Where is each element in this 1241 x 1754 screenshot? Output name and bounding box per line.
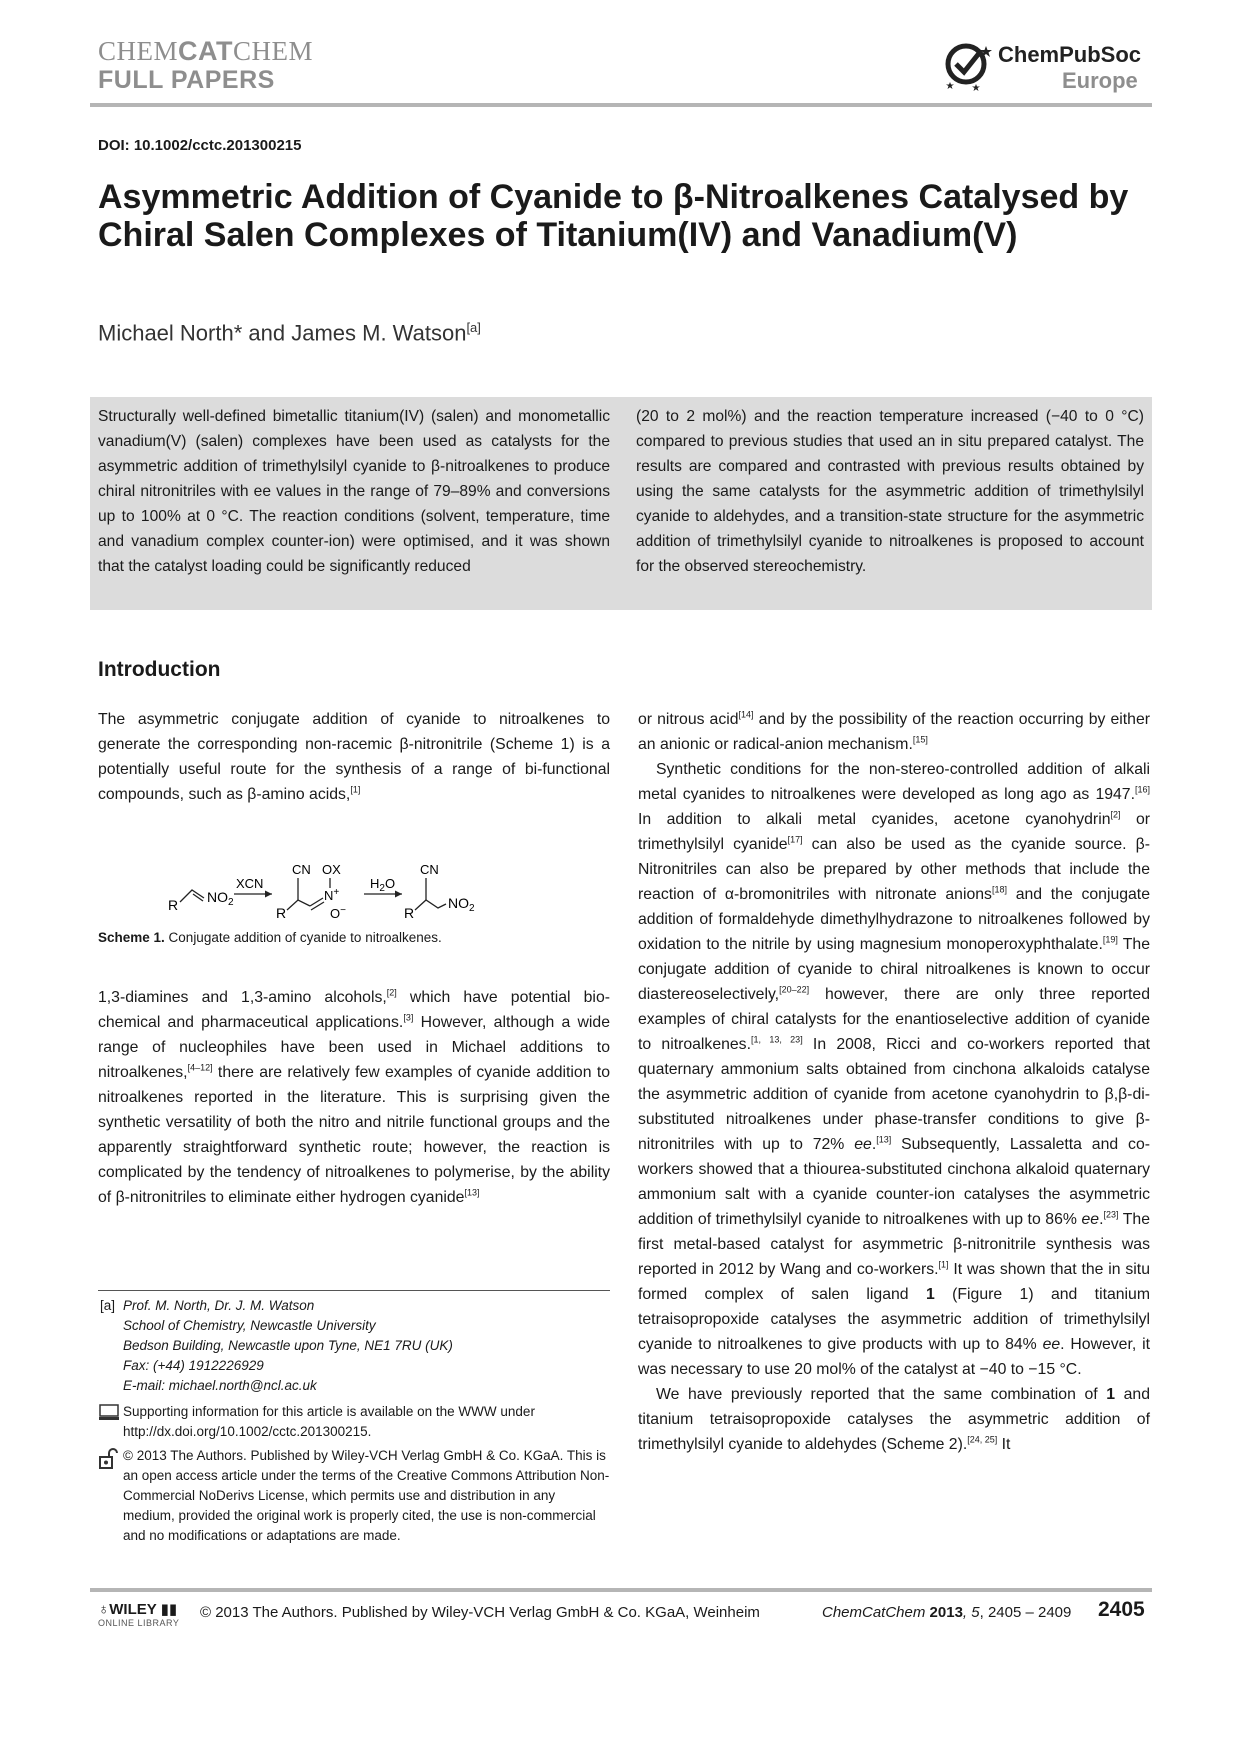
abstract-right-column: (20 to 2 mol%) and the reaction temperature increased (−40 to 0 °C) compared to previous studies that used an in situ prepared catalyst. The results are compared and contrasted with previous results obtained by using the same catalysts for the asymmetric addition of trimethylsilyl cyanide to aldehydes, and a transition-state structure for the asymmetric addition of trimethylsilyl cyanide to nitroalkenes is proposed to account for the observed stereochemistry. (636, 408, 1144, 575)
intro-paragraph-1: The asymmetric conjugate addition of cyanide to nitroalkenes to generate the corresponding non-racemic β-nitronitrile (Scheme 1) is a potentially useful route for the synthesis of a range of bi-functional compounds, such as β-amino acids,[1] (98, 711, 610, 803)
scheme-double-bond-2 (310, 898, 323, 906)
scheme-reagent-xcn: XCN (236, 876, 264, 891)
journal-title-prefix: CHEM (98, 36, 179, 66)
wiley-emblem-icon: ♁ (98, 1601, 110, 1618)
abstract-box (90, 397, 1152, 610)
author-names: Michael North* and James M. Watson (98, 320, 467, 346)
abstract-left-column: Structurally well-defined bimetallic titanium(IV) (salen) and monometallic vanadium(V) (salen) complexes have been used as catalysts for the asymmetric addition of trimethylsilyl cyanide to β-nitroalkenes to produce chiral nitronitriles with ee values in the range of 79–89% and conversions up to 100% at 0 °C. The reaction conditions (solvent, temperature, time and vanadium complex counter-ion) were optimised, and it was shown that the catalyst loading could be significantly reduced (98, 408, 610, 575)
scheme-double-bond-3 (311, 902, 324, 910)
intro-paragraph-5: We have previously reported that the same combination of 1 and titanium tetraisopropoxide catalyses the asymmetric addition of trimethylsilyl cyanide to aldehydes (Scheme 2).[24, 25] It (638, 1386, 1150, 1453)
journal-title-bold: CAT (178, 36, 234, 66)
scheme-arrowhead-1 (265, 891, 272, 898)
scheme-r-1: R (168, 897, 179, 913)
publisher-emblem-icon (942, 38, 996, 92)
wiley-logo: ♁WILEY ▮▮ (98, 1601, 178, 1618)
journal-title (98, 36, 313, 67)
intro-paragraph-4: Synthetic conditions for the non-stereo-controlled addition of alkali metal cyanides to nitroalkenes were developed as long ago as 1947.[16] In addition to alkali metal cyanides, acetone cyanohydrin[2] or trimethylsilyl cyanide[17] can also be used as the cyanide source. β-Nitronitriles can also be prepared by other methods that include the reaction of α-bromonitriles with nitronate anions[18] and the conjugate addition of formaldehyde dimethylhydrazone to nitroalkenes followed by oxidation to the nitrile by using magnesium monoperoxyphthalate.[19] The conjugate addition of cyanide to chiral nitroalkenes is known to occur diastereoselectively,[20–22] however, there are only three reported examples of chiral catalysts for the enantioselective addition of cyanide to nitroalkenes.[1, 13, 23] In 2008, Ricci and co-workers reported that quaternary ammonium salts obtained from cinchona alkaloids catalyse the asymmetric addition of cyanide from acetone cyanohydrin to β,β-di-substituted nitroalkenes under phase-transfer conditions to give β-nitronitriles with up to 72% ee.[13] Subsequently, Lassaletta and co-workers showed that a thiourea-substituted cinchona alkaloid quaternary ammonium salt with a cyanide counter-ion catalyses the asymmetric addition of trimethylsilyl cyanide to nitroalkenes with up to 86% ee.[23] The first metal-based catalyst for asymmetric β-nitronitrile synthesis was reported in 2012 by Wang and co-workers.[1] It was shown that the in situ formed complex of salen ligand 1 (Figure 1) and titanium tetraisopropoxide catalyses the asymmetric addition of trimethylsilyl cyanide to nitroalkenes to give products with up to 84% ee. However, it was necessary to use 20 mol% of the catalyst at −40 to −15 °C. (638, 761, 1151, 1378)
scheme-1-diagram (160, 848, 560, 926)
header-rule (90, 103, 1152, 107)
scheme-no2-1: $NO_2$ (207, 889, 234, 908)
scheme-reagent-h2o: $H_2O$ (370, 876, 396, 894)
affiliation-mark: [a] (466, 320, 481, 335)
scheme-cn-2: CN (420, 862, 439, 877)
author-list (98, 320, 481, 346)
article-title: Asymmetric Addition of Cyanide to β-Nitroalkenes Catalysed by Chiral Salen Complexes of Titanium(IV) and Vanadium(V) (98, 178, 1129, 254)
supporting-info-link[interactable]: http://dx.doi.org/10.1002/cctc.201300215. (123, 1424, 372, 1439)
scheme-r-3: R (404, 905, 415, 921)
scheme-caption: Scheme 1. Conjugate addition of cyanide to nitroalkenes. (98, 930, 442, 945)
book-icon: ▮▮ (156, 1601, 178, 1618)
footer-rule (90, 1588, 1152, 1592)
open-lock-icon (98, 1448, 118, 1470)
footnote-rule (98, 1290, 610, 1291)
scheme-r-2: R (276, 905, 287, 921)
scheme-bond-2 (287, 900, 310, 910)
publisher-region: Europe (1062, 68, 1138, 93)
page-number: 2405 (1098, 1598, 1145, 1621)
computer-icon (98, 1404, 120, 1422)
doi: DOI: 10.1002/cctc.201300215 (98, 137, 302, 154)
scheme-bond-3 (415, 900, 446, 910)
footer-copyright: © 2013 The Authors. Published by Wiley-VCH Verlag GmbH & Co. KGaA, Weinheim (200, 1604, 760, 1621)
scheme-cn-1: CN (292, 862, 311, 877)
scheme-arrowhead-2 (395, 891, 402, 898)
intro-right-column (638, 707, 1150, 1457)
intro-paragraph-3: or nitrous acid[14] and by the possibility of the reaction occurring by either an anionic or radical-anion mechanism.[15] (638, 709, 1151, 753)
journal-title-suffix: CHEM (233, 36, 314, 66)
scheme-n-plus: N+ (324, 887, 340, 903)
scheme-bond-1 (180, 890, 204, 902)
introduction-heading: Introduction (98, 658, 221, 681)
scheme-no2-2: $NO_2$ (448, 895, 475, 914)
email-link[interactable]: E-mail: michael.north@ncl.ac.uk (123, 1378, 317, 1393)
section-label: FULL PAPERS (98, 66, 275, 94)
publisher-name: ChemPubSoc (998, 42, 1142, 67)
scheme-ox: OX (322, 862, 341, 877)
footer-citation: ChemCatChem 2013, 5, 2405 – 2409 (822, 1604, 1072, 1621)
wiley-subtitle: ONLINE LIBRARY (98, 1618, 180, 1628)
scheme-double-bond-1 (193, 894, 203, 901)
scheme-o-minus: O− (330, 905, 346, 921)
publisher-logo (942, 38, 1152, 94)
citation-ref: [1] (350, 784, 361, 795)
intro-paragraph-2: 1,3-diamines and 1,3-amino alcohols,[2] which have potential bio-chemical and pharmaceutical applications.[3] However, although a wide range of nucleophiles have been used in Michael additions to nitroalkenes,[4–12] there are relatively few examples of cyanide addition to nitroalkenes reported in the literature. This is surprising given the synthetic versatility of both the nitro and nitrile functional groups and the apparently straightforward synthetic route; however, the reaction is complicated by the tendency of nitroalkenes to polymerise, by the ability of β-nitronitriles to eliminate either hydrogen cyanide[13] (98, 987, 610, 1206)
